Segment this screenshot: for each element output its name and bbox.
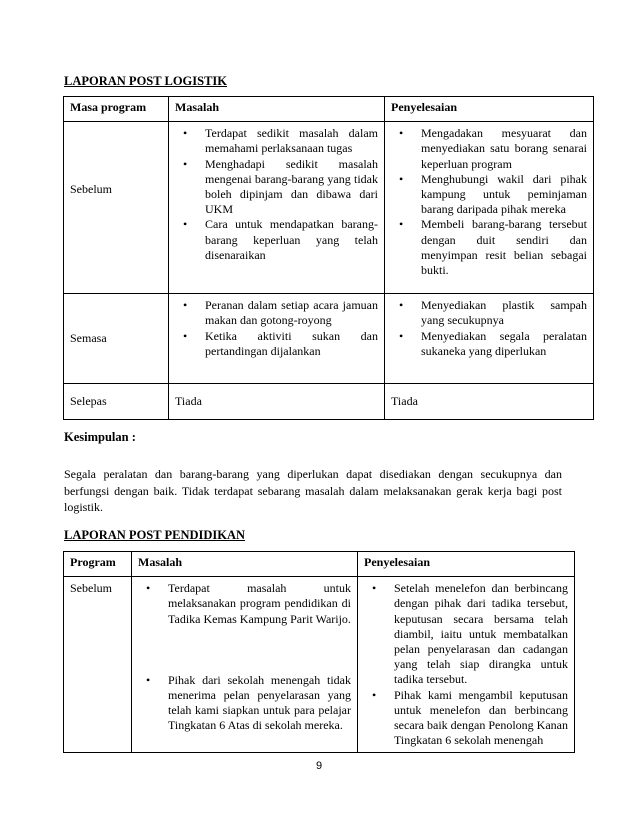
row-label: Sebelum: [64, 577, 132, 753]
list-item: • Pihak kami mengambil keputusan untuk menelefon dan berbincang secara baik dengan Penolong Kanan Tingkatan 6 sekolah menengah: [394, 688, 568, 749]
list-item: • Terdapat sedikit masalah dalam memahami perlaksanaan tugas: [205, 126, 378, 156]
penyelesaian-cell: [358, 577, 575, 753]
list-item: • Mengadakan mesyuarat dan menyediakan satu borang senarai keperluan program: [421, 126, 587, 172]
masalah-cell: [132, 577, 358, 753]
list-item: • Menghubungi wakil dari pihak kampung untuk peminjaman barang daripada pihak mereka: [421, 172, 587, 218]
masalah-cell: Tiada: [169, 384, 385, 420]
penyelesaian-cell: [385, 294, 594, 384]
row-label: Semasa: [64, 294, 169, 384]
list-item: • Pihak dari sekolah menengah tidak menerima pelan penyelarasan yang telah kami siapkan untuk para pelajar Tingkatan 6 Atas di sekolah mereka.: [168, 673, 351, 734]
kesimpulan-title: Kesimpulan :: [64, 430, 136, 444]
pendidikan-table: [63, 551, 575, 753]
page-number: 9: [315, 760, 323, 772]
list-item: • Ketika aktiviti sukan dan pertandingan dijalankan: [205, 329, 378, 359]
header-penyelesaian: Penyelesaian: [358, 552, 575, 577]
pendidikan-title: LAPORAN POST PENDIDIKAN: [64, 528, 246, 542]
list-item: • Menghadapi sedikit masalah mengenai barang-barang yang tidak boleh dipinjam dan dibawa dari UKM: [205, 157, 378, 218]
list-item: • Terdapat masalah untuk melaksanakan program pendidikan di Tadika Kemas Kampung Parit Warijo.: [168, 581, 351, 627]
table-row: [64, 577, 575, 753]
table-row: [64, 294, 594, 384]
header-masa: Masa program: [64, 97, 169, 122]
header-penyelesaian: Penyelesaian: [385, 97, 594, 122]
masalah-cell: [169, 122, 385, 294]
header-program: Program: [64, 552, 132, 577]
logistik-title: LAPORAN POST LOGISTIK: [64, 74, 228, 88]
list-item: • Cara untuk mendapatkan barang-barang keperluan yang telah disenaraikan: [205, 217, 378, 263]
table-row: [64, 384, 594, 420]
logistik-table: [63, 96, 594, 420]
list-item: • Peranan dalam setiap acara jamuan makan dan gotong-royong: [205, 298, 378, 328]
list-item: • Setelah menelefon dan berbincang dengan pihak dari tadika tersebut, keputusan secara bersama telah diambil, iaitu untuk membatalkan pelan penyelarasan dan cadangan yang telah siap dirangka untuk tadika tersebut.: [394, 581, 568, 687]
penyelesaian-cell: [385, 122, 594, 294]
kesimpulan-text: Segala peralatan dan barang-barang yang diperlukan dapat disediakan dengan secukupnya dan berfungsi dengan baik. Tidak terdapat sebarang masalah dalam melaksanakan gerak kerja bagi post logistik.: [64, 467, 562, 514]
header-masalah: Masalah: [132, 552, 358, 577]
row-label: Selepas: [64, 384, 169, 420]
table-header-row: [64, 552, 575, 577]
penyelesaian-cell: Tiada: [385, 384, 594, 420]
list-item: • Menyediakan segala peralatan sukaneka yang diperlukan: [421, 329, 587, 359]
table-header-row: [64, 97, 594, 122]
table-row: [64, 122, 594, 294]
list-item: • Menyediakan plastik sampah yang secukupnya: [421, 298, 587, 328]
list-item: • Membeli barang-barang tersebut dengan duit sendiri dan menyimpan resit belian sebagai bukti.: [421, 217, 587, 278]
row-label: Sebelum: [64, 122, 169, 294]
header-masalah: Masalah: [169, 97, 385, 122]
masalah-cell: [169, 294, 385, 384]
